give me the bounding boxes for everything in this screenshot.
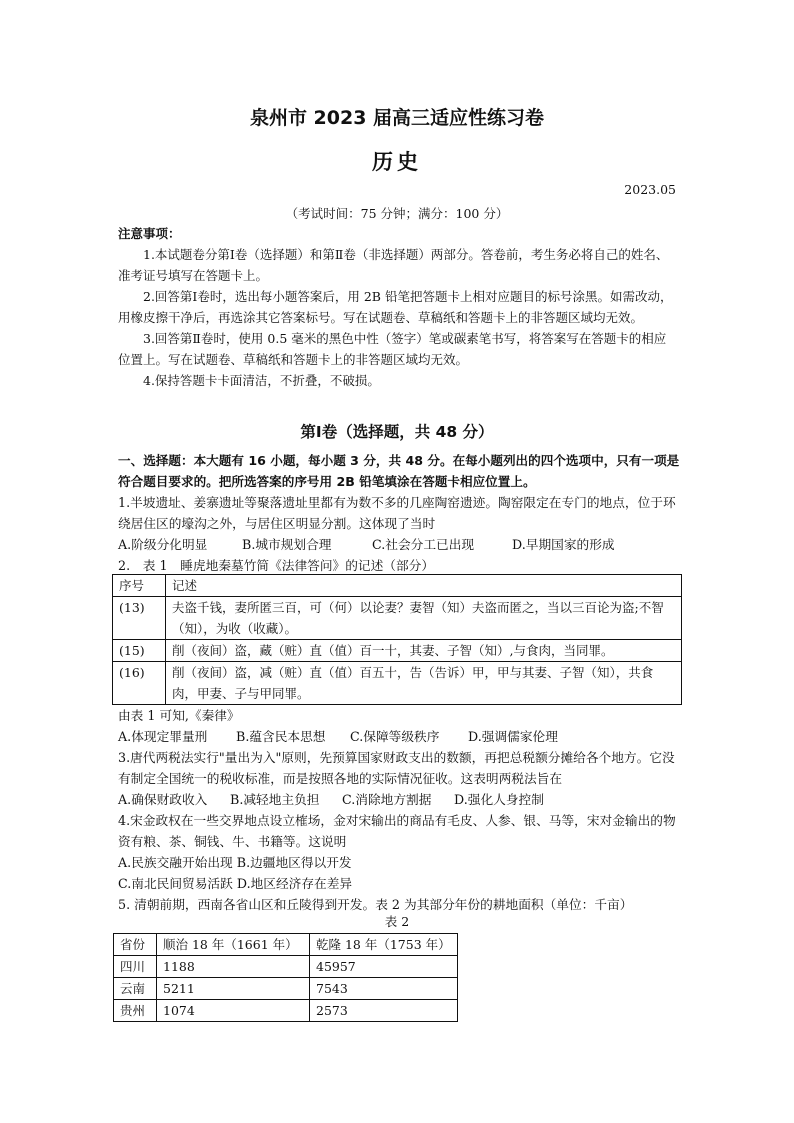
option-a: A.确保财政收入 — [118, 792, 208, 807]
question-stem: 4.宋金政权在一些交界地点设立榷场，金对宋输出的商品有毛皮、人参、银、马等，宋对金输出的物资有粮、茶、铜钱、牛、书籍等。这说明 — [118, 813, 676, 849]
notes-heading: 注意事项： — [118, 226, 181, 241]
section-title: 第Ⅰ卷（选择题，共 48 分） — [300, 423, 494, 441]
table-header-cell: 乾隆 18 年（1753 年） — [310, 934, 458, 956]
note-item: 4.保持答题卡卡面清洁，不折叠，不破损。 — [143, 373, 380, 388]
option-a: A.阶级分化明显 — [118, 537, 208, 552]
question-2-stem-block — [118, 705, 684, 915]
table-row — [113, 640, 682, 662]
table-cell: (15) — [113, 640, 166, 662]
table-cell: 夫盗千钱，妻所匿三百，可（何）以论妻？妻智（知）夫盗而匿之，当以三百论为盗;不智（知），为收（收藏）。 — [166, 597, 682, 640]
option-c: C.社会分工已出现 — [372, 537, 475, 552]
question-options — [118, 789, 684, 810]
table-row — [113, 597, 682, 640]
option-a: A.体现定罪量刑 — [118, 729, 208, 744]
table-cell: 1074 — [157, 1000, 310, 1022]
option-d: D.强化人身控制 — [454, 792, 544, 807]
note-item: 1.本试题卷分第Ⅰ卷（选择题）和第Ⅱ卷（非选择题）两部分。答卷前，考生务必将自己的姓名、准考证号填写在答题卡上。 — [118, 247, 669, 283]
table-2-caption: 表 2 — [384, 914, 410, 929]
table-header-cell: 省份 — [114, 934, 157, 956]
table-row — [113, 662, 682, 705]
question-stem: 5. 清朝前期，西南各省山区和丘陵得到开发。表 2 为其部分年份的耕地面积（单位：千亩） — [118, 897, 633, 912]
table-header-cell: 记述 — [166, 575, 682, 597]
option-d: D.地区经济存在差异 — [236, 876, 353, 891]
table-1 — [112, 574, 682, 705]
table-row — [114, 1000, 458, 1022]
question-stem: 由表 1 可知,《秦律》 — [118, 708, 240, 723]
table-cell: 云南 — [114, 978, 157, 1000]
table-cell: 1188 — [157, 956, 310, 978]
option-d: D.早期国家的形成 — [512, 537, 615, 552]
question-options — [118, 534, 684, 555]
table-cell: 削（夜间）盗，减（赃）直（值）百五十，告（告诉）甲，甲与其妻、子智（知），共食肉，甲妻、子与甲同罪。 — [166, 662, 682, 705]
table-2 — [113, 933, 458, 1022]
exam-title: 泉州市 2023 届高三适应性练习卷 — [249, 107, 545, 129]
table-cell: (16) — [113, 662, 166, 705]
option-b: B.城市规划合理 — [242, 537, 332, 552]
table-cell: 削（夜间）盗，藏（赃）直（值）百一十，其妻、子智（知）,与食肉，当同罪。 — [166, 640, 682, 662]
table-header-row — [114, 934, 458, 956]
notes-block — [118, 223, 678, 391]
note-item: 2.回答第Ⅰ卷时，选出每小题答案后，用 2B 铅笔把答题卡上相对应题目的标号涂黑。如需改动，用橡皮擦干净后，再选涂其它答案标号。写在试题卷、草稿纸和答题卡上的非答题区域均无效。 — [118, 289, 673, 325]
option-b: B.边疆地区得以开发 — [236, 855, 352, 870]
exam-date: 2023.05 — [624, 182, 676, 197]
option-c: C.消除地方割据 — [342, 792, 432, 807]
table-cell: 贵州 — [114, 1000, 157, 1022]
table-cell: 7543 — [310, 978, 458, 1000]
table-header-cell: 顺治 18 年（1661 年） — [157, 934, 310, 956]
question-options — [118, 726, 684, 747]
table-cell: 四川 — [114, 956, 157, 978]
question-stem: 1.半坡遗址、姜寨遗址等聚落遗址里都有为数不多的几座陶窑遗迹。陶窑限定在专门的地点，位于环绕居住区的壕沟之外，与居住区明显分割。这体现了当时 — [118, 495, 676, 531]
option-a: A.民族交融开始出现 — [118, 855, 233, 870]
question-1 — [118, 492, 684, 576]
option-d: D.强调儒家伦理 — [468, 729, 558, 744]
question-stem: 3.唐代两税法实行"量出为入"原则，先预算国家财政支出的数额，再把总税额分摊给各个地方。它没有制定全国统一的税收标准，而是按照各地的实际情况征收。这表明两税法旨在 — [118, 750, 675, 786]
note-item: 3.回答第Ⅱ卷时，使用 0.5 毫米的黑色中性（签字）笔或碳素笔书写，将答案写在答题卡的相应位置上。写在试题卷、草稿纸和答题卡上的非答题区域均无效。 — [118, 331, 667, 367]
subject-title: 历史 — [372, 150, 422, 174]
question-options — [118, 852, 684, 873]
table-header-cell: 序号 — [113, 575, 166, 597]
table-cell: (13) — [113, 597, 166, 640]
section-instruction: 一、选择题：本大题有 16 小题，每小题 3 分，共 48 分。在每小题列出的四个选项中，只有一项是符合题目要求的。把所选答案的序号用 2B 铅笔填涂在答题卡相应位置上。 — [118, 453, 680, 489]
table-row — [114, 956, 458, 978]
option-b: B.减轻地主负担 — [230, 792, 320, 807]
table-header-row — [113, 575, 682, 597]
exam-info: （考试时间：75 分钟；满分：100 分） — [285, 206, 509, 221]
table-row — [114, 978, 458, 1000]
option-c: C.南北民间贸易活跃 — [118, 876, 233, 891]
table-cell: 45957 — [310, 956, 458, 978]
option-b: B.蕴含民本思想 — [236, 729, 326, 744]
option-c: C.保障等级秩序 — [350, 729, 440, 744]
question-options — [118, 873, 684, 894]
table-1-caption: 2. 表 1 睡虎地秦墓竹简《法律答问》的记述（部分） — [118, 558, 435, 573]
table-cell: 5211 — [157, 978, 310, 1000]
table-cell: 2573 — [310, 1000, 458, 1022]
